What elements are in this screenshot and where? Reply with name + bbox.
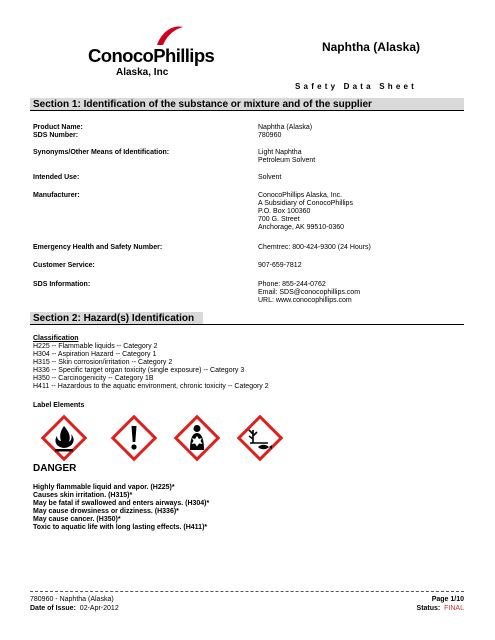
classification-item: H336 -- Specific target organ toxicity (single exposure) -- Category 3: [33, 367, 245, 374]
intended-use-label: Intended Use:: [33, 174, 80, 181]
customer-service-label: Customer Service:: [33, 262, 95, 269]
sds-info-line: Email: SDS@conocophillips.com: [258, 289, 361, 296]
section-2-rule: [203, 324, 464, 325]
manufacturer-line: 700 G. Street: [258, 216, 300, 223]
hazard-statement: May be fatal if swallowed and enters airways. (H304)*: [33, 500, 210, 507]
customer-service-value: 907-659-7812: [258, 262, 302, 269]
environment-icon: [236, 414, 284, 462]
document-subtitle: Safety Data Sheet: [295, 82, 417, 91]
sds-number-value: 780960: [258, 132, 282, 139]
exclamation-icon: [110, 414, 158, 462]
sds-info-line: URL: www.conocophillips.com: [258, 297, 352, 304]
emergency-label: Emergency Health and Safety Number:: [33, 244, 163, 251]
manufacturer-line: P.O. Box 100360: [258, 208, 311, 215]
emergency-value: Chemtrec: 800-424-9300 (24 Hours): [258, 244, 371, 251]
label-elements-heading: Label Elements: [33, 402, 85, 409]
footer-status: [417, 604, 464, 613]
classification-item: H225 -- Flammable liquids -- Category 2: [33, 343, 158, 350]
signal-word: DANGER: [33, 463, 77, 474]
logo-mark-icon: [155, 25, 185, 47]
product-name-value: Naphtha (Alaska): [258, 124, 313, 131]
synonyms-label: Synonyms/Other Means of Identification:: [33, 149, 170, 156]
manufacturer-line: ConocoPhillips Alaska, Inc.: [258, 192, 343, 199]
logo-sub: Alaska, Inc: [116, 67, 169, 78]
document-title: Naphtha (Alaska): [321, 40, 420, 54]
classification-item: H304 -- Aspiration Hazard -- Category 1: [33, 351, 157, 358]
intended-use-value: Solvent: [258, 174, 282, 181]
status-value: FINAL: [444, 605, 464, 612]
footer-page-number: Page 1/10: [431, 596, 464, 603]
sds-info-label: SDS Information:: [33, 281, 91, 288]
sds-number-label: SDS Number:: [33, 132, 79, 139]
synonym-item: Light Naphtha: [258, 149, 302, 156]
footer-rule: [30, 591, 464, 592]
sds-info-line: Phone: 855-244-0762: [258, 281, 326, 288]
issue-date-label: Date of Issue:: [30, 605, 76, 612]
issue-date-value: 02-Apr-2012: [79, 605, 119, 612]
product-name-label: Product Name:: [33, 124, 83, 131]
section-1-heading: Section 1: Identification of the substance or mixture and of the supplier: [30, 98, 464, 111]
hazard-statement: Highly flammable liquid and vapor. (H225)*: [33, 484, 175, 491]
manufacturer-label: Manufacturer:: [33, 192, 80, 199]
section-2-heading: Section 2: Hazard(s) Identification: [30, 312, 203, 325]
synonym-item: Petroleum Solvent: [258, 157, 316, 164]
manufacturer-line: A Subsidiary of ConocoPhillips: [258, 200, 353, 207]
logo-brand: ConocoPhillips: [88, 45, 215, 66]
manufacturer-line: Anchorage, AK 99510-0360: [258, 224, 345, 231]
health-hazard-icon: [173, 414, 221, 462]
flame-icon: [40, 414, 88, 462]
classification-item: H411 -- Hazardous to the aquatic environment, chronic toxicity -- Category 2: [33, 383, 269, 390]
hazard-statement: May cause drowsiness or dizziness. (H336)*: [33, 508, 179, 515]
classification-item: H350 -- Carcinogenicity -- Category 1B: [33, 375, 154, 382]
hazard-statement: May cause cancer. (H350)*: [33, 516, 121, 523]
classification-heading: Classification: [33, 335, 79, 342]
hazard-statement: Causes skin irritation. (H315)*: [33, 492, 133, 499]
classification-item: H315 -- Skin corrosion/irritation -- Category 2: [33, 359, 173, 366]
hazard-statement: Toxic to aquatic life with long lasting effects. (H411)*: [33, 524, 208, 531]
company-logo: [88, 21, 215, 83]
status-label: Status:: [416, 605, 441, 612]
footer-issue-date: [30, 604, 119, 613]
footer-doc-ref: 780960 - Naphtha (Alaska): [30, 596, 114, 603]
